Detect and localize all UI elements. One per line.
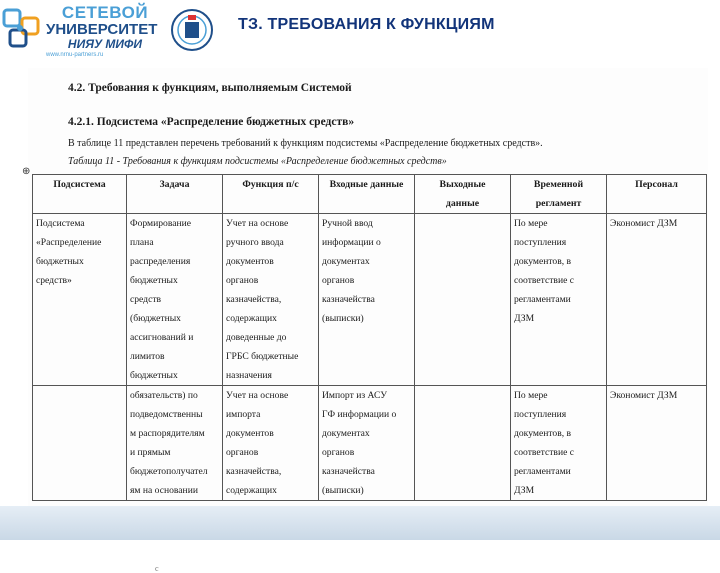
cell-line: Экономист ДЗМ bbox=[610, 218, 678, 229]
cell-line: ГФ информации о bbox=[322, 409, 397, 420]
cell-line: обязательств) по bbox=[130, 390, 198, 401]
table-cell bbox=[223, 214, 319, 386]
cell-line: содержащих bbox=[226, 313, 277, 324]
cell-line: соответствие с bbox=[514, 447, 574, 458]
cell-line: (выписки) bbox=[322, 485, 364, 496]
table-cell bbox=[415, 214, 511, 386]
logo-line-2: УНИВЕРСИТЕТ bbox=[46, 21, 158, 38]
table-body bbox=[33, 214, 707, 501]
table-caption: Таблица 11 - Требования к функциям подсистемы «Распределение бюджетных средств» bbox=[68, 156, 447, 167]
cell-line: Формирование bbox=[130, 218, 192, 229]
column-header bbox=[319, 175, 415, 214]
column-header bbox=[223, 175, 319, 214]
cell-line: (бюджетных bbox=[130, 313, 181, 324]
cell-line: регламентами bbox=[514, 294, 571, 305]
cell-line: информации о bbox=[322, 237, 381, 248]
cell-line: документов, в bbox=[514, 256, 572, 267]
document-page bbox=[22, 68, 708, 573]
section-heading: 4.2. Требования к функциям, выполняемым Системой bbox=[68, 82, 352, 94]
cell-line: документах bbox=[322, 428, 370, 439]
column-header-label: регламент bbox=[535, 198, 582, 209]
cell-line: Ручной ввод bbox=[322, 218, 373, 229]
cell-line: импорта bbox=[226, 409, 261, 420]
cell-line: казначейства, bbox=[226, 466, 282, 477]
column-header-label: Входные данные bbox=[329, 179, 404, 190]
column-header-label: Задача bbox=[159, 179, 190, 190]
cell-line: органов bbox=[226, 447, 259, 458]
cell-line: ДЗМ bbox=[514, 485, 535, 496]
cell-line: Учет на основе bbox=[226, 390, 289, 401]
table-cell bbox=[319, 214, 415, 386]
cell-line: средств bbox=[130, 294, 162, 305]
cell-line: По мере bbox=[514, 218, 548, 229]
cell-line: плана bbox=[130, 237, 154, 248]
cell-line: казначейства, bbox=[226, 294, 282, 305]
cell-line: ручного ввода bbox=[226, 237, 284, 248]
table-cell bbox=[511, 214, 607, 386]
subsection-heading: 4.2.1. Подсистема «Распределение бюджетных средств» bbox=[68, 116, 355, 128]
cell-line: регламентами bbox=[514, 466, 571, 477]
cell-line: м распорядителям bbox=[130, 428, 205, 439]
logo-line-1: СЕТЕВОЙ bbox=[61, 3, 149, 22]
table-row bbox=[33, 386, 707, 501]
cell-line: документов, в bbox=[514, 428, 572, 439]
cell-line: ям на основании bbox=[130, 485, 198, 496]
logo-line-4: www.nrnu-partners.ru bbox=[46, 52, 104, 58]
cell-line: и прямым bbox=[130, 447, 171, 458]
cell-line: (выписки) bbox=[322, 313, 364, 324]
university-logo-icon bbox=[2, 8, 42, 50]
table-header-row bbox=[33, 175, 707, 214]
cell-line: Экономист ДЗМ bbox=[610, 390, 678, 401]
cell-line: органов bbox=[322, 447, 355, 458]
cell-line: распределения bbox=[130, 256, 191, 267]
cell-line: ДЗМ bbox=[514, 313, 535, 324]
cell-line: бюджетополучател bbox=[130, 466, 208, 477]
cell-line: назначения bbox=[226, 370, 272, 381]
column-header-label: Функция п/с bbox=[242, 179, 299, 190]
university-logo-text bbox=[46, 4, 164, 60]
cell-line: По мере bbox=[514, 390, 548, 401]
table-cell bbox=[511, 386, 607, 501]
table-cell bbox=[127, 386, 223, 501]
cell-line: документов bbox=[226, 256, 274, 267]
cell-line: ассигнований и bbox=[130, 332, 194, 343]
table-cell bbox=[33, 386, 127, 501]
cell-line: поступления bbox=[514, 409, 567, 420]
footer-band bbox=[0, 506, 720, 540]
requirements-table bbox=[32, 174, 707, 501]
column-header bbox=[607, 175, 707, 214]
cell-line: содержащих bbox=[226, 485, 277, 496]
cell-line: органов bbox=[226, 275, 259, 286]
column-header-label: Подсистема bbox=[53, 179, 106, 190]
cell-line: бюджетных bbox=[36, 256, 84, 267]
cell-line: подведомственны bbox=[130, 409, 203, 420]
cell-line: лимитов bbox=[130, 351, 165, 362]
cell-line: Учет на основе bbox=[226, 218, 289, 229]
cell-line: «Распределение bbox=[36, 237, 102, 248]
table-row bbox=[33, 214, 707, 386]
table-cell bbox=[319, 386, 415, 501]
seal-icon bbox=[170, 8, 214, 52]
cell-line: казначейства bbox=[322, 294, 375, 305]
cell-line: соответствие с bbox=[514, 275, 574, 286]
cell-line: средств» bbox=[36, 275, 72, 286]
column-header-label: Персонал bbox=[635, 179, 678, 190]
table-cell bbox=[33, 214, 127, 386]
cell-line: документов bbox=[226, 428, 274, 439]
column-header-label: данные bbox=[445, 198, 480, 209]
cell-line: доведенные до bbox=[226, 332, 287, 343]
column-header bbox=[415, 175, 511, 214]
table-cell bbox=[223, 386, 319, 501]
column-header bbox=[33, 175, 127, 214]
cell-line: документах bbox=[322, 256, 370, 267]
column-header-label: Временной bbox=[533, 179, 584, 190]
slide-header bbox=[0, 0, 720, 62]
cell-line: органов bbox=[322, 275, 355, 286]
cell-line: бюджетных bbox=[130, 275, 178, 286]
cell-line: ГРБС бюджетные bbox=[226, 351, 299, 362]
column-header bbox=[511, 175, 607, 214]
slide-title: ТЗ. ТРЕБОВАНИЯ К ФУНКЦИЯМ bbox=[238, 16, 495, 33]
table-anchor-icon: ⊕ bbox=[22, 166, 31, 177]
margin-mark: c bbox=[155, 564, 159, 573]
cell-line: казначейства bbox=[322, 466, 375, 477]
intro-paragraph: В таблице 11 представлен перечень требований к функциям подсистемы «Распределение бюджетных средств». bbox=[68, 138, 543, 149]
cell-line: Подсистема bbox=[36, 218, 85, 229]
cell-line: бюджетных bbox=[130, 370, 178, 381]
column-header-label: Выходные bbox=[439, 179, 486, 190]
column-header bbox=[127, 175, 223, 214]
table-cell bbox=[415, 386, 511, 501]
table-cell bbox=[607, 214, 707, 386]
cell-line: Импорт из АСУ bbox=[322, 390, 388, 401]
logo-line-3: НИЯУ МИФИ bbox=[67, 37, 143, 51]
table-cell bbox=[607, 386, 707, 501]
table-cell bbox=[127, 214, 223, 386]
cell-line: поступления bbox=[514, 237, 567, 248]
